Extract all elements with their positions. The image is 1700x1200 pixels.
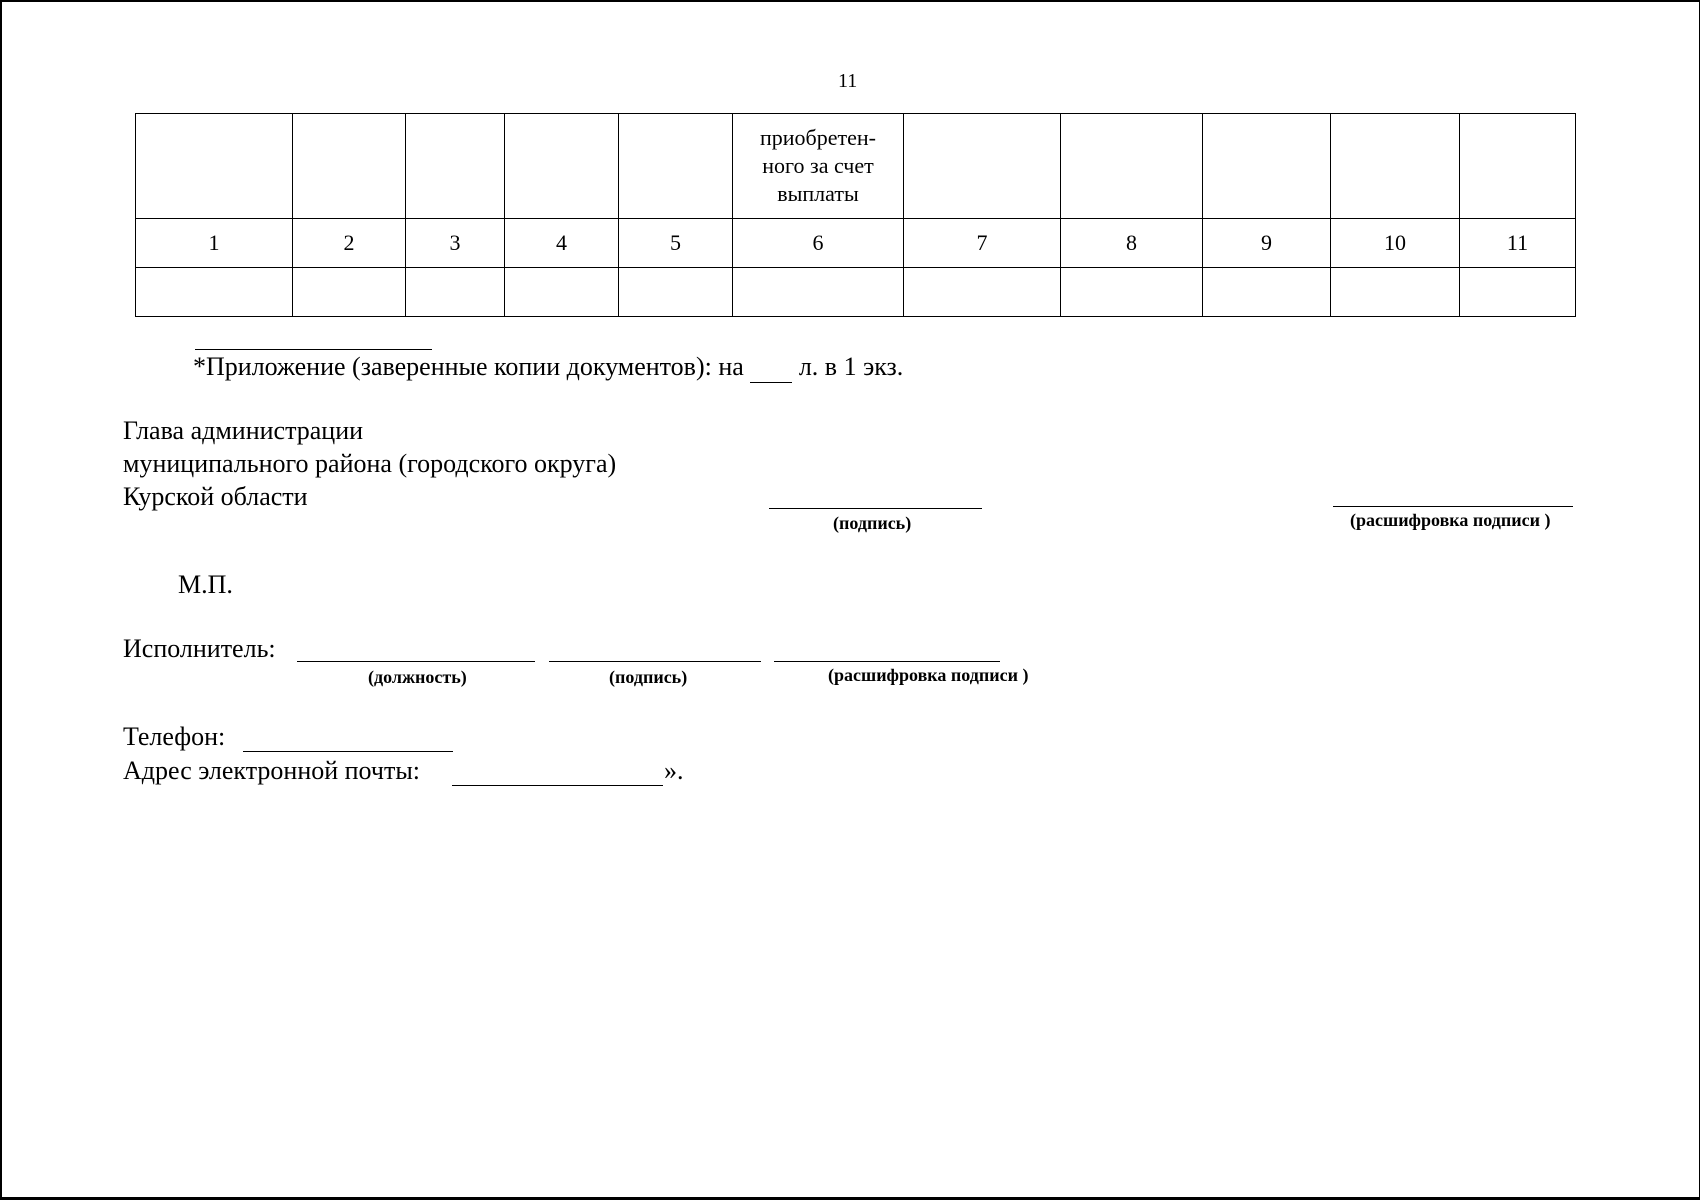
column-number: 3: [406, 219, 505, 268]
table-cell: [1203, 114, 1331, 219]
executor-position-caption: (должность): [368, 667, 467, 687]
table-cell[interactable]: [733, 268, 904, 317]
appendix-prefix: *Приложение (заверенные копии документов): на: [193, 352, 744, 381]
column-number: 11: [1460, 219, 1576, 268]
table-cell: [1061, 114, 1203, 219]
table-cell: [1460, 114, 1576, 219]
table-cell[interactable]: [406, 268, 505, 317]
executor-signature-line[interactable]: [549, 661, 761, 662]
column-number: 4: [505, 219, 619, 268]
table-cell: [505, 114, 619, 219]
table-cell[interactable]: [904, 268, 1061, 317]
table-cell: [406, 114, 505, 219]
head-decoding-caption: (расшифровка подписи ): [1350, 510, 1551, 530]
appendix-suffix: л. в 1 экз.: [798, 352, 904, 381]
column-number: 9: [1203, 219, 1331, 268]
table-cell[interactable]: [505, 268, 619, 317]
table-cell[interactable]: [1331, 268, 1460, 317]
table-column-numbers-row: [136, 219, 1576, 268]
head-title-line3: Курской области: [123, 482, 308, 511]
table-header-cell-6: приобретен- ного за счет выплаты: [733, 114, 904, 219]
executor-decoding-caption: (расшифровка подписи ): [828, 665, 1029, 685]
table-cell: [904, 114, 1061, 219]
executor-signature-caption: (подпись): [609, 667, 688, 687]
data-table: [135, 113, 1576, 317]
column-number: 10: [1331, 219, 1460, 268]
table-cell[interactable]: [1460, 268, 1576, 317]
table-row: [136, 268, 1576, 317]
table-cell: [619, 114, 733, 219]
column-number: 7: [904, 219, 1061, 268]
head-signature-caption: (подпись): [833, 513, 912, 533]
column-number: 1: [136, 219, 293, 268]
executor-label: Исполнитель:: [123, 634, 276, 663]
table-cell: [136, 114, 293, 219]
table-cell[interactable]: [136, 268, 293, 317]
table-cell: [293, 114, 406, 219]
column-number: 8: [1061, 219, 1203, 268]
email-label: Адрес электронной почты:: [123, 756, 421, 785]
executor-decoding-line[interactable]: [774, 661, 1000, 662]
head-title-line2: муниципального района (городского округа): [123, 449, 617, 478]
stamp-placeholder: М.П.: [178, 570, 233, 599]
appendix-line: [193, 352, 903, 383]
appendix-sheets-blank[interactable]: [750, 352, 792, 383]
email-closing: ».: [664, 756, 684, 785]
page-number: 11: [838, 70, 858, 92]
head-title-line1: Глава администрации: [123, 416, 364, 445]
table-header-row: [136, 114, 1576, 219]
footnote-separator: [195, 349, 432, 350]
table-cell[interactable]: [1061, 268, 1203, 317]
head-signature-line[interactable]: [769, 508, 982, 509]
column-number: 5: [619, 219, 733, 268]
phone-line[interactable]: [243, 751, 453, 752]
executor-position-line[interactable]: [297, 661, 535, 662]
table-cell[interactable]: [1203, 268, 1331, 317]
email-line[interactable]: [452, 785, 663, 786]
phone-label: Телефон:: [123, 722, 226, 751]
table-cell[interactable]: [293, 268, 406, 317]
table-cell: [1331, 114, 1460, 219]
table-cell[interactable]: [619, 268, 733, 317]
column-number: 6: [733, 219, 904, 268]
column-number: 2: [293, 219, 406, 268]
head-decoding-line[interactable]: [1333, 506, 1573, 507]
